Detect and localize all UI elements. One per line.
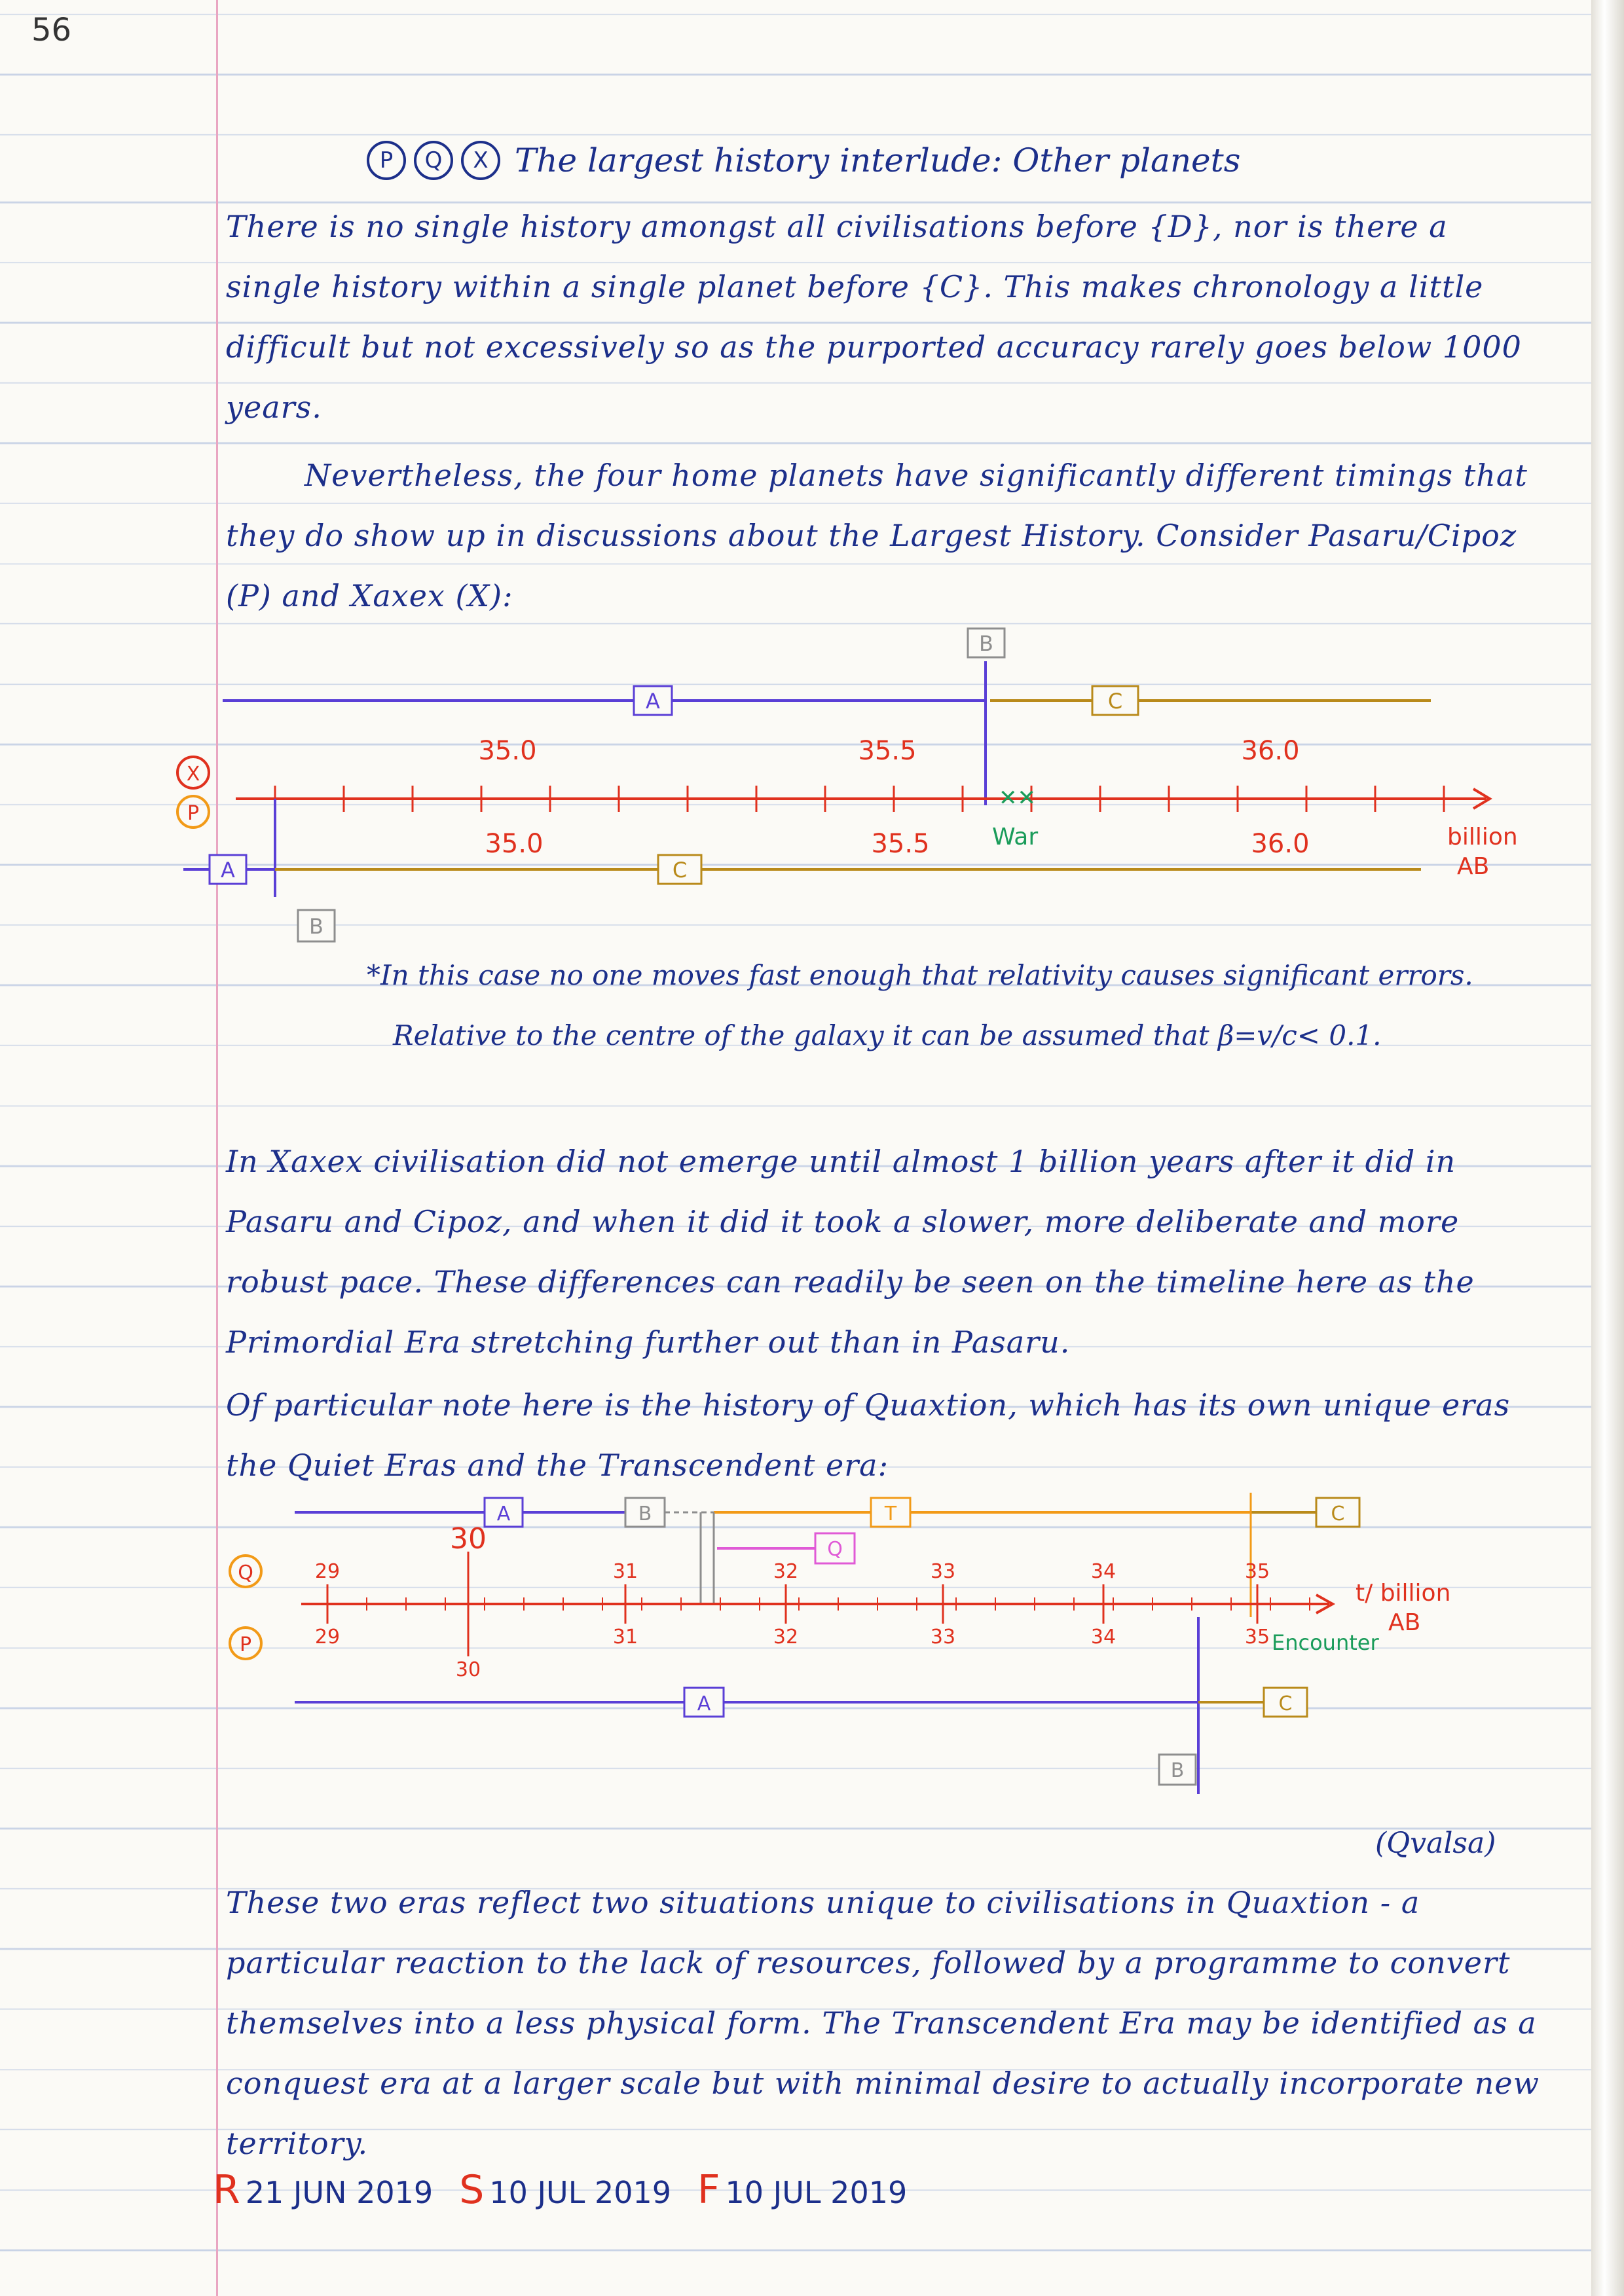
caption-qvalsa: (Qvalsa)	[1375, 1827, 1496, 1860]
row-label-p	[230, 1628, 261, 1659]
timeline-2-bottom-tick-label: 33	[930, 1626, 956, 1649]
svg-text:A: A	[496, 1503, 511, 1525]
t1-unit-label: billion	[1447, 824, 1518, 850]
date-letter: F	[697, 2167, 720, 2213]
p-era-b-label	[1159, 1755, 1196, 1785]
encounter-event-label: Encounter	[1272, 1630, 1379, 1655]
date-letter: R	[213, 2167, 240, 2213]
q-era-t-label	[871, 1498, 910, 1527]
svg-text:P: P	[187, 802, 200, 825]
q-era-c-label	[1316, 1498, 1359, 1527]
p-era-c-label	[1264, 1688, 1307, 1717]
t2-unit-label-2: AB	[1388, 1609, 1421, 1636]
p-era-b-label	[298, 910, 335, 941]
svg-text:B: B	[638, 1503, 652, 1525]
t1-unit-label-2: AB	[1457, 853, 1490, 880]
timeline-2-top-tick-label: 30	[450, 1522, 487, 1556]
svg-text:T: T	[884, 1503, 897, 1525]
page-number: 56	[31, 12, 72, 48]
x-era-c-label	[1092, 686, 1138, 715]
timeline-2	[216, 1486, 1545, 1820]
t1-bottom-tick-label: 35.5	[871, 829, 930, 859]
timeline-2-bottom-tick-label: 30	[455, 1658, 481, 1681]
page-edge	[1591, 0, 1624, 2296]
timeline-2-top-tick-label: 34	[1090, 1560, 1116, 1583]
svg-text:C: C	[1107, 689, 1123, 714]
war-event-label: War	[992, 824, 1039, 850]
q-era-a-label	[485, 1498, 523, 1527]
war-marker-icon: ✕✕	[999, 785, 1036, 811]
svg-text:A: A	[221, 858, 235, 883]
date-stamp-s	[459, 2167, 671, 2213]
svg-text:A: A	[646, 689, 660, 714]
paragraph-4: Of particular note here is the history of Quaxtion, which has its own unique eras the Quiet Eras and the Transcendent era:	[226, 1387, 1511, 1483]
svg-text:B: B	[309, 914, 323, 939]
svg-text:Q: Q	[238, 1561, 253, 1584]
footnote-line-1: *In this case no one moves fast enough that relativity causes significant errors.	[367, 959, 1473, 991]
date-value: 21 JUN 2019	[245, 2175, 434, 2210]
paragraph-2: Nevertheless, the four home planets have significantly different timings that they do show up in discussions about the Largest History. Consider Pasaru/Cipoz (P) and Xaxex (X):	[226, 458, 1528, 613]
timeline-2-top-tick-label: 31	[612, 1560, 638, 1583]
title-line	[367, 131, 1240, 190]
t1-bottom-tick-label: 35.0	[485, 829, 544, 859]
p-era-c-label	[658, 855, 701, 884]
svg-text:A: A	[697, 1692, 711, 1715]
t1-top-tick-label: 36.0	[1241, 736, 1300, 766]
date-stamps	[213, 2167, 907, 2213]
row-label-p	[177, 796, 209, 828]
svg-text:B: B	[1170, 1759, 1185, 1782]
x-era-b-label	[968, 629, 1005, 657]
date-stamp-r	[213, 2167, 433, 2213]
svg-text:Q: Q	[827, 1538, 843, 1561]
paragraph-1: There is no single history amongst all civilisations before {D}, nor is there a single history within a single planet before {C}. This makes chronology a little difficult but not excessively so as the purported accuracy rarely goes below 1000 years.	[226, 209, 1522, 425]
q-quiet-era-label	[815, 1533, 855, 1563]
svg-text:B: B	[979, 631, 993, 656]
paragraph-3: In Xaxex civilisation did not emerge until almost 1 billion years after it did in Pasaru and Cipoz, and when it did it took a slower, more deliberate and more robust pace. These differences can readily be seen on the timeline here as the Primordial Era stretching further out than in Pasaru.	[226, 1144, 1475, 1360]
svg-text:C: C	[1331, 1503, 1345, 1525]
timeline-2-bottom-tick-label: 29	[314, 1626, 341, 1649]
timeline-2-top-tick-label: 32	[773, 1560, 799, 1583]
t1-top-tick-label: 35.5	[858, 736, 917, 766]
date-stamp-f	[697, 2167, 907, 2213]
svg-text:C: C	[672, 858, 688, 883]
footnote-line-2: Relative to the centre of the galaxy it can be assumed that β=v/c< 0.1.	[393, 1019, 1382, 1051]
svg-text:P: P	[239, 1633, 252, 1656]
date-value: 10 JUL 2019	[489, 2175, 672, 2210]
planet-p-symbol: P	[367, 141, 406, 180]
t2-unit-label: t/ billion	[1356, 1580, 1451, 1607]
margin-line	[216, 0, 218, 2296]
page-title: The largest history interlude: Other planets	[515, 141, 1241, 179]
date-letter: S	[459, 2167, 485, 2213]
timeline-2-bottom-tick-label: 34	[1090, 1626, 1116, 1649]
timeline-2-bottom-tick-label: 35	[1244, 1626, 1270, 1649]
timeline-2-top-tick-label: 33	[930, 1560, 956, 1583]
row-label-q	[230, 1556, 261, 1587]
svg-text:C: C	[1278, 1692, 1293, 1715]
planet-q-symbol: Q	[414, 141, 453, 180]
timeline-2-labels	[315, 1522, 1270, 1681]
timeline-2-top-tick-label: 35	[1244, 1560, 1270, 1583]
date-value: 10 JUL 2019	[725, 2175, 908, 2210]
timeline-1	[164, 622, 1539, 962]
timeline-2-bottom-tick-label: 31	[612, 1626, 638, 1649]
t1-top-tick-label: 35.0	[478, 736, 537, 766]
paragraph-5: These two eras reflect two situations unique to civilisations in Quaxtion - a particular reaction to the lack of resources, followed by a programme to convert themselves into a less physical form. The Transcendent Era may be identified as a conquest era at a larger scale but with minimal desire to actually incorporate new territory.	[226, 1885, 1540, 2161]
p-era-a-label	[684, 1688, 724, 1717]
q-era-b-label	[625, 1498, 665, 1527]
timeline-2-top-tick-label: 29	[314, 1560, 341, 1583]
svg-text:X: X	[186, 763, 200, 786]
planet-x-symbol: X	[461, 141, 500, 180]
row-label-x	[177, 757, 209, 788]
t1-bottom-tick-label: 36.0	[1251, 829, 1310, 859]
p-era-a-label	[210, 855, 246, 884]
x-era-a-label	[634, 686, 672, 715]
timeline-2-bottom-tick-label: 32	[773, 1626, 799, 1649]
